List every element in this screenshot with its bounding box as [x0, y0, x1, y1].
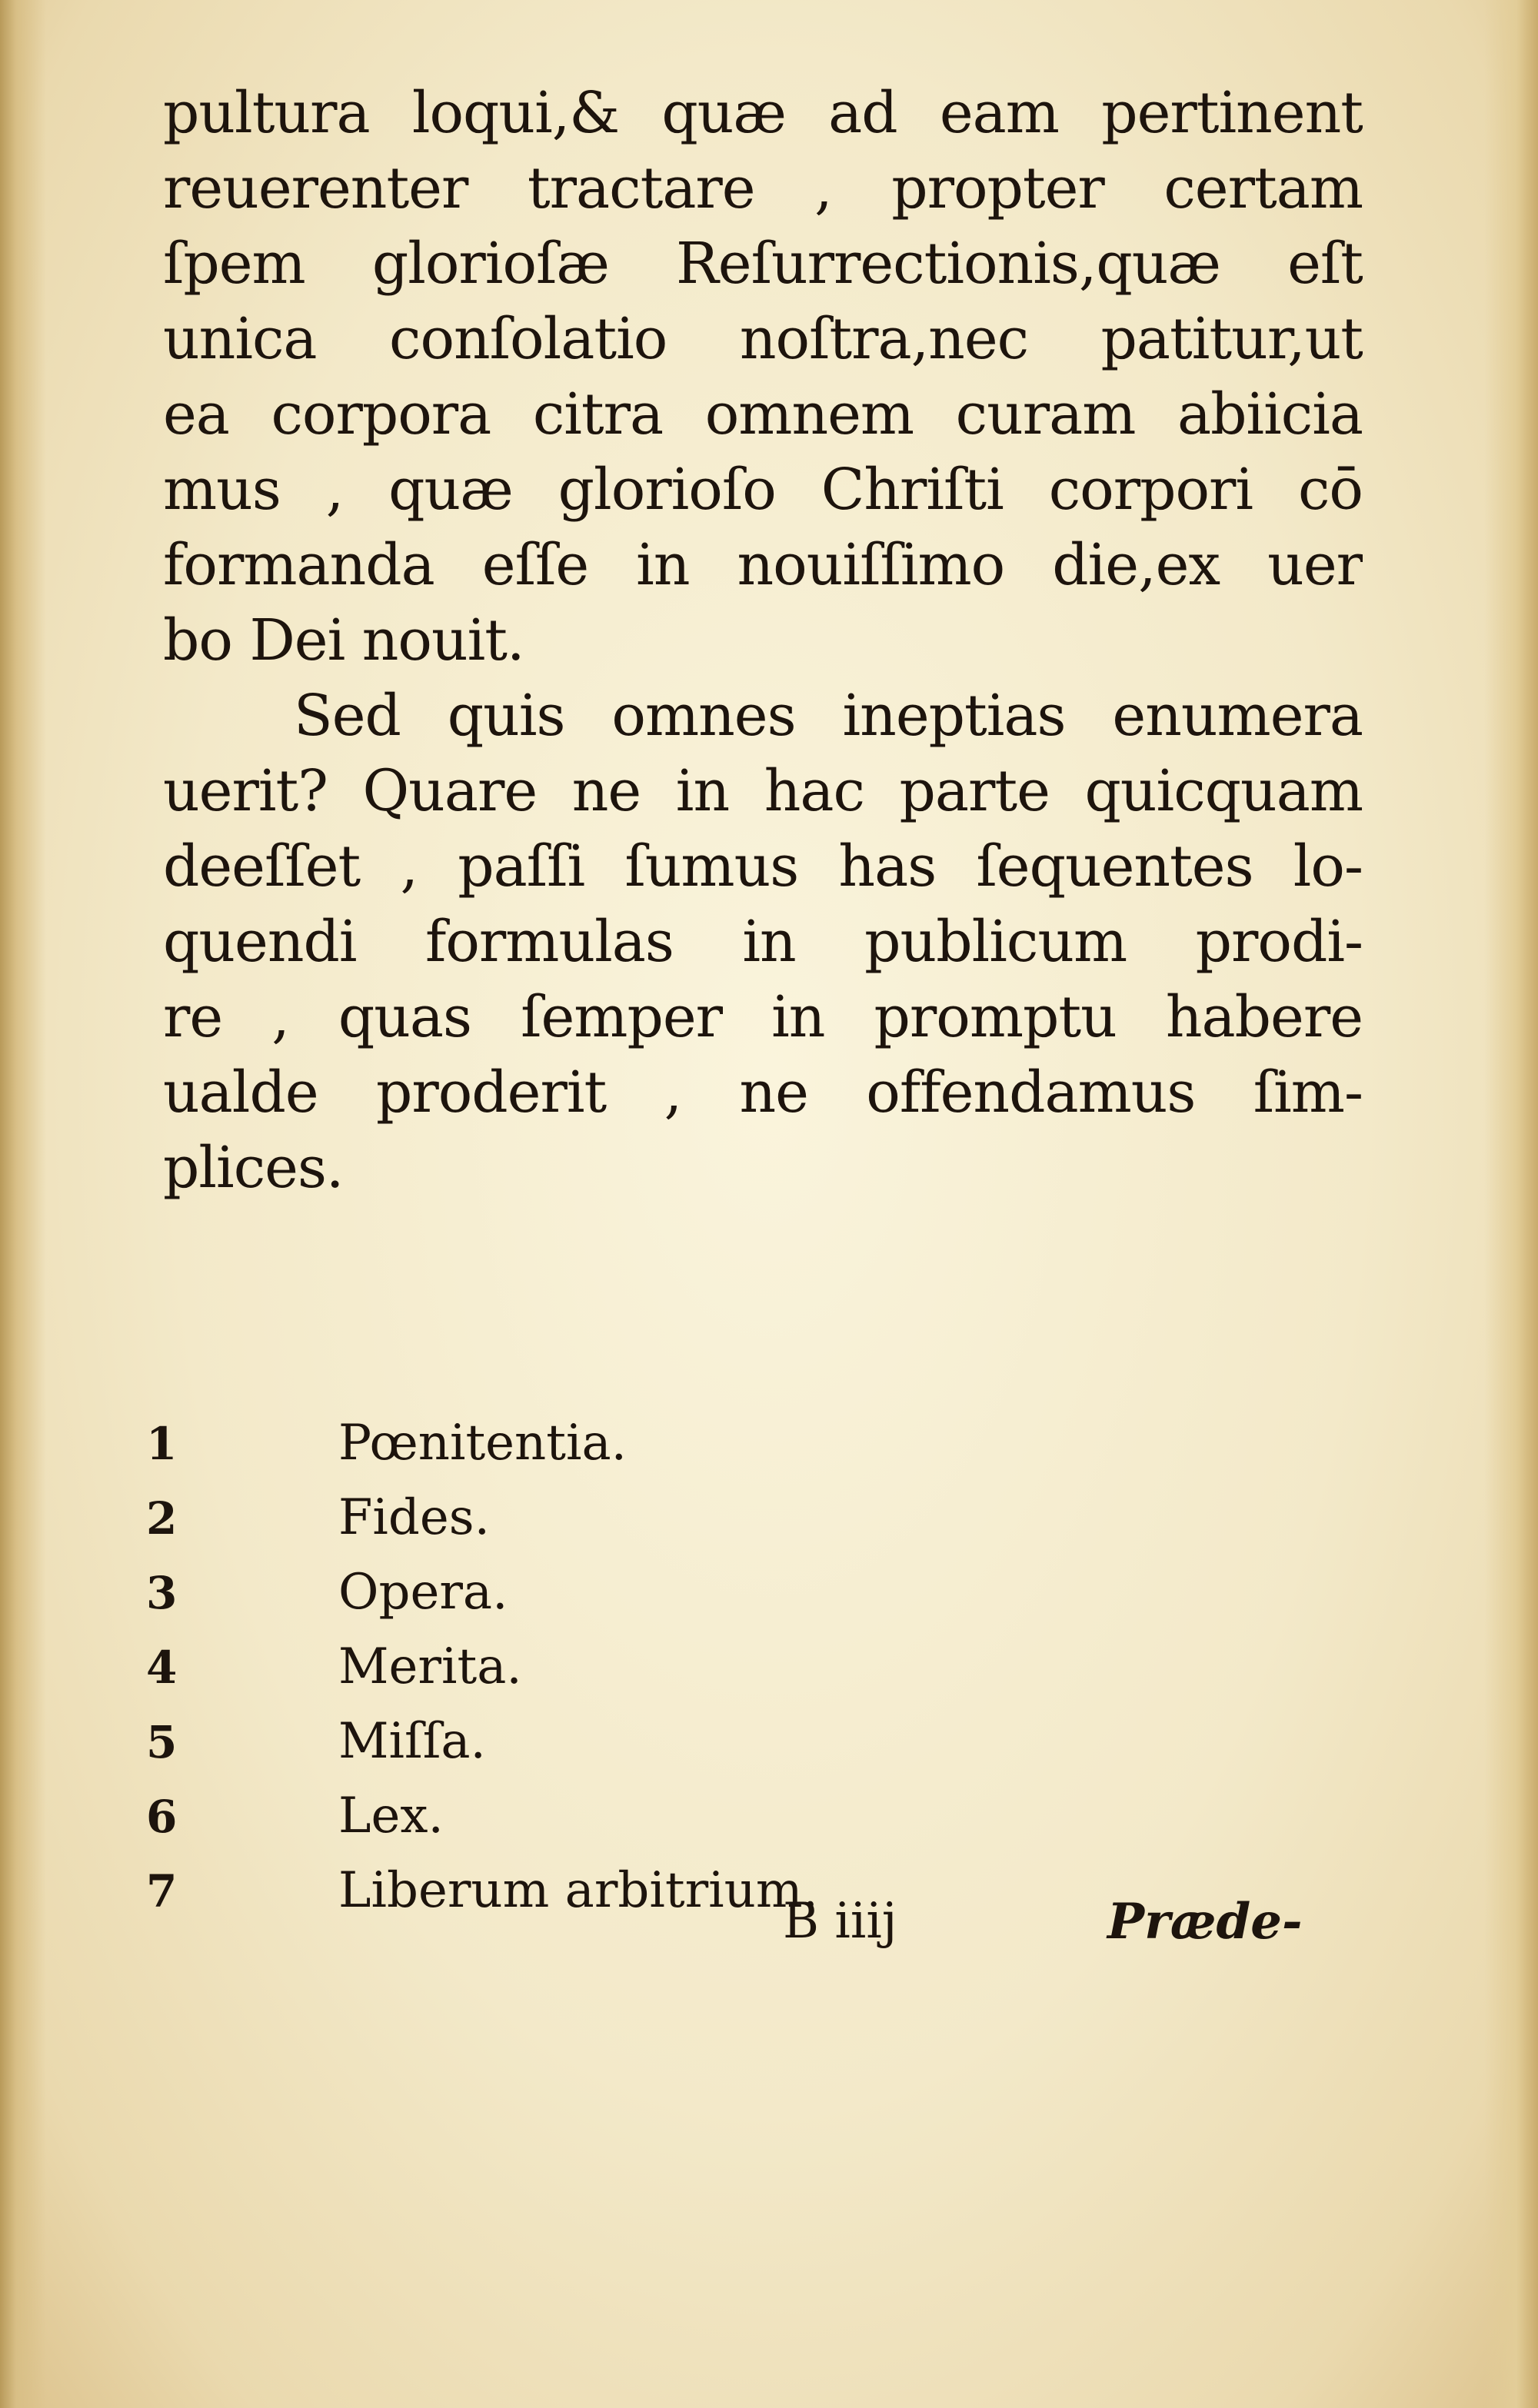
text-line-5: ea corpora citra omnem curam abiicia — [163, 381, 1363, 447]
list-item-term: Lex. — [338, 1788, 444, 1844]
list-item-number: 1 — [146, 1418, 178, 1470]
text-line-4: unica conſolatio noſtra,nec patitur,ut — [163, 306, 1363, 372]
list-item — [146, 1489, 1069, 1564]
list-item-number: 7 — [146, 1865, 178, 1917]
text-line-7: formanda eſſe in nouiſſimo die,ex uer — [163, 532, 1363, 598]
text-line-12: quendi formulas in publicum prodi- — [163, 909, 1363, 975]
list-item-term: Pœnitentia. — [338, 1415, 627, 1472]
list-item — [146, 1713, 1069, 1788]
catchword: Præde- — [1107, 1893, 1303, 1951]
list-item — [146, 1564, 1069, 1638]
text-line-6: mus , quæ glorioſo Chriſti corpori cō — [163, 457, 1363, 523]
list-item-term: Liberum arbitrium. — [338, 1862, 818, 1919]
page-footer — [0, 1893, 1538, 1962]
list-item-number: 3 — [146, 1567, 178, 1619]
page-edge-right — [1484, 0, 1538, 2408]
text-line-3: ſpem glorioſæ Reſurrectionis,quæ eſt — [163, 231, 1363, 297]
text-line-1: pultura loqui,& quæ ad eam pertinent — [163, 80, 1363, 146]
list-item — [146, 1788, 1069, 1862]
page-edge-left — [0, 0, 46, 2408]
list-item — [146, 1638, 1069, 1713]
text-line-8: bo Dei nouit. — [163, 607, 524, 674]
numbered-list — [146, 1415, 1069, 1937]
text-line-13: re , quas ſemper in promptu habere — [163, 984, 1363, 1050]
text-line-2: reuerenter tractare , propter certam — [163, 155, 1363, 221]
text-line-11: deeſſet , paſſi ſumus has ſequentes lo- — [163, 833, 1363, 900]
list-item-number: 4 — [146, 1641, 178, 1694]
signature-mark: B iiij — [783, 1893, 897, 1950]
list-item-number: 5 — [146, 1716, 178, 1768]
text-line-10: uerit? Quare ne in hac parte quicquam — [163, 758, 1363, 824]
list-item-term: Opera. — [338, 1564, 508, 1621]
list-item-term: Merita. — [338, 1638, 522, 1695]
list-item-term: Miſſa. — [338, 1713, 486, 1770]
text-line-14: ualde proderit , ne offendamus ſim- — [163, 1059, 1363, 1126]
text-line-9: Sed quis omnes ineptias enumera — [294, 683, 1363, 749]
list-item-number: 2 — [146, 1492, 178, 1545]
text-line-15: plices. — [163, 1135, 344, 1201]
list-item — [146, 1415, 1069, 1489]
list-item-number: 6 — [146, 1791, 178, 1843]
body-text — [163, 75, 1363, 1206]
list-item-term: Fides. — [338, 1489, 490, 1546]
